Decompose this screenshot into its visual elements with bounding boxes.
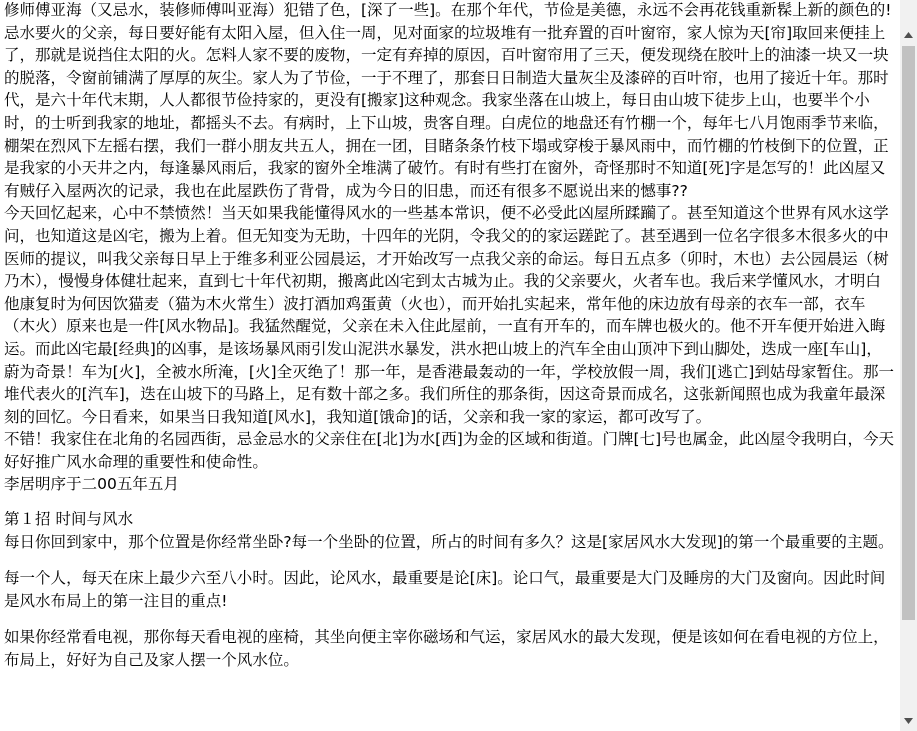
chapter-paragraph: 如果你经常看电视，那你每天看电视的座椅，其坐向便主宰你磁场和气运，家居风水的最大发现，便是该如何在看电视的方位上，布局上，好好为自己及家人摆一个风水位。 (4, 628, 889, 670)
chapter-paragraph: 每一个人，每天在床上最少六至八小时。因此，论风水，最重要是论[床]。论口气，最重要是大门及睡房的大门及窗向。因此时间是风水布局上的第一注目的重点! (4, 569, 886, 610)
spacer (4, 496, 896, 508)
chapter-paragraph: 每日你回到家中，那个位置是你经常坐卧?每一个坐卧的位置，所占的时间有多久？这是[家居风水大发现]的第一个最重要的主题。 (4, 532, 894, 551)
paragraph-intro: 修师傅亚海（又忌水，装修师傅叫亚海）犯错了色，[深了一些]。在那个年代，节俭是美德，永远不会再花钱重新髹上新的颜色的!忌水要火的父亲，每日要好能有太阳入屋，但入住一周，见对面家的垃圾堆有一批弃置的百叶窗帘，家人惊为天[帘]取回来便挂上了，那就是说挡住太阳的火。怎料人家不要的废物，一定有弃掉的原因，百叶窗帘用了三天，便发现绕在胶叶上的油漆一块又一块的脱落，令窗前铺满了厚厚的灰尘。家人为了节俭，一于不理了，那套日日制造大量灰尘及漆碎的百叶帘，也用了接近十年。那时代，是六十年代末期，人人都很节俭持家的，更没有[搬家]这种观念。我家坐落在山坡上，每日由山坡下徒步上山，也要半个小时，的士听到我家的地址，都摇头不去。有病时，上下山坡，贵客自理。白虎位的地盘还有竹棚一个，每年七八月饱雨季节来临，棚架在烈风下左摇右摆，我们一群小朋友共五人，拥在一团，目睹条条竹枝下塌或穿梭于暴风雨中，而竹棚的竹枝倒下的位置，正是我家的小天井之内，每逢暴风雨后，我家的窗外全堆满了破竹。有时有些打在窗外，奇怪那时不知道[死]字是怎写的！此凶屋又有贼仔入屋两次的记录，我也在此屋跌伤了背骨，成为今日的旧患，而还有很多不愿说出来的憾事?? (4, 1, 892, 200)
spacer (4, 612, 896, 626)
scroll-down-arrow-icon[interactable] (900, 712, 917, 729)
preface-signature: 李居明序于二00五年五月 (4, 475, 179, 494)
paragraph-reflection: 今天回忆起来，心中不禁愤然！当天如果我能懂得风水的一些基本常识，便不必受此凶屋所蹂躏了。甚至知道这个世界有风水这学问，也知道这是凶宅，搬为上着。但无知变为无助，十四年的光阴，令我父的的家运蹉跎了。甚至遇到一位名字很多木很多火的中医师的提议，叫我父亲每日早上于维多利亚公园晨运，才开始改写一点我父亲的命运。每日五点多（卯时，木也）去公园晨运（树乃木），慢慢身体健壮起来，直到七十年代初期，搬离此凶宅到太古城为止。我的父亲要火，火者车也。我后来学懂风水，才明白他康复时为何因饮猫麦（猫为木火常生）波打酒加鸡蛋黄（火也），而开始扎实起来，常年他的床边放有母亲的衣车一部，衣车（木火）原来也是一件[风水物品]。我猛然醒觉，父亲在未入住此屋前，一直有开车的，而车牌也极火的。他不开车便开始进入晦运。而此凶宅最[经典]的凶事，是该场暴风雨引发山泥洪水暴发，洪水把山坡上的汽车全由山顶冲下到山脚处，迭成一座[车山]，蔚为奇景！车为[火]，全被水所淹，[火]全灭绝了！那一年，是香港最轰动的一年，学校放假一周，我们[逃亡]到姑母家暂住。那一堆代表火的[汽车]，迭在山坡下的马路上，足有数十部之多。我们所住的那条街，因这奇景而成名，这张新闻照也成为我童年最深刻的回忆。今日看来，如果当日我知道[风水]，我知道[饿命]的话，父亲和我一家的家运，都可改写了。 (4, 204, 895, 426)
paragraph-address: 不错！我家住在北角的名园西街，忌金忌水的父亲住在[北]为水[西]为金的区域和街道。门牌[七]号也属金，此凶屋令我明白，今天好好推广风水命理的重要性和使命性。 (4, 430, 895, 471)
scroll-up-arrow-icon[interactable] (900, 26, 917, 43)
scrollbar-thumb[interactable] (902, 46, 915, 620)
vertical-scrollbar[interactable] (900, 0, 917, 731)
chapter-heading: 第１招 时间与风水 (4, 510, 134, 529)
spacer (4, 553, 896, 567)
document-body (4, 0, 896, 672)
